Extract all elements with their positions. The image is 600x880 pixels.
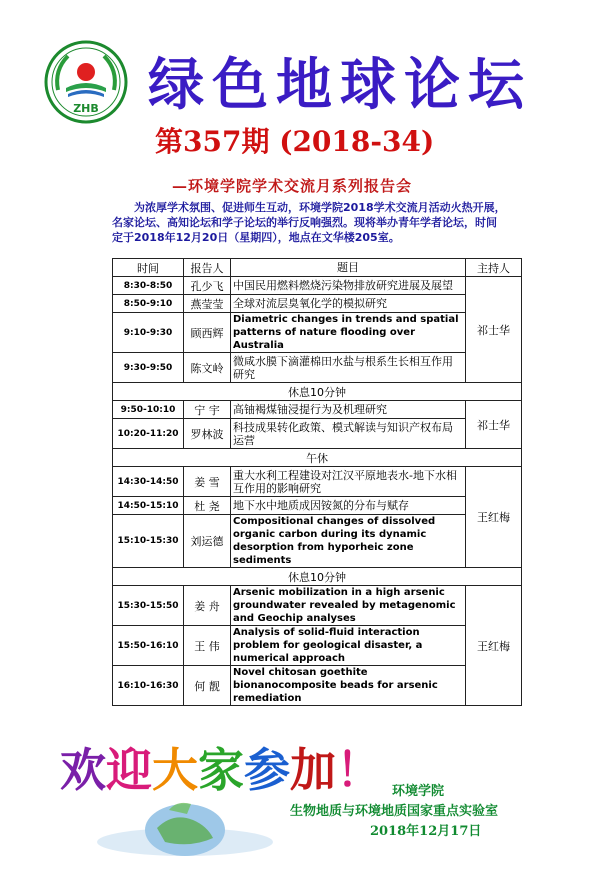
speaker-cell: 陈文岭 bbox=[184, 353, 231, 383]
time-cell: 15:30-15:50 bbox=[113, 586, 184, 626]
zhb-logo-icon bbox=[44, 40, 128, 124]
speaker-cell: 刘运德 bbox=[184, 515, 231, 568]
speaker-cell: 姜 雪 bbox=[184, 467, 231, 497]
speaker-cell: 杜 尧 bbox=[184, 497, 231, 515]
lunch-label: 午休 bbox=[113, 449, 522, 467]
table-row bbox=[113, 313, 522, 353]
break-row bbox=[113, 568, 522, 586]
time-cell: 15:50-16:10 bbox=[113, 626, 184, 666]
topic-cell: Diametric changes in trends and spatial patterns of nature flooding over Australia bbox=[231, 313, 466, 353]
time-cell: 10:20-11:20 bbox=[113, 419, 184, 449]
speaker-cell: 宁 宇 bbox=[184, 401, 231, 419]
header-host: 主持人 bbox=[466, 259, 522, 277]
time-cell: 9:10-9:30 bbox=[113, 313, 184, 353]
subtitle: —环境学院学术交流月系列报告会 bbox=[172, 177, 413, 195]
speaker-cell: 孔少飞 bbox=[184, 277, 231, 295]
topic-cell: 中国民用燃料燃烧污染物排放研究进展及展望 bbox=[231, 277, 466, 295]
host-cell: 王红梅 bbox=[466, 467, 522, 568]
table-row bbox=[113, 515, 522, 568]
topic-cell: 全球对流层臭氧化学的模拟研究 bbox=[231, 295, 466, 313]
table-row bbox=[113, 666, 522, 706]
table-row bbox=[113, 626, 522, 666]
time-cell: 14:30-14:50 bbox=[113, 467, 184, 497]
welcome-char: 迎 bbox=[106, 743, 152, 797]
topic-cell: Novel chitosan goethite bionanocomposite beads for arsenic remediation bbox=[231, 666, 466, 706]
welcome-char: 家 bbox=[198, 743, 244, 797]
host-cell: 祁士华 bbox=[466, 401, 522, 449]
topic-cell: Arsenic mobilization in a high arsenic groundwater revealed by metagenomic and Geochip analyses bbox=[231, 586, 466, 626]
welcome-char: 大 bbox=[152, 743, 198, 797]
break-label: 休息10分钟 bbox=[113, 383, 522, 401]
table-row bbox=[113, 353, 522, 383]
speaker-cell: 罗林波 bbox=[184, 419, 231, 449]
topic-cell: 高铀褐煤铀浸提行为及机理研究 bbox=[231, 401, 466, 419]
header-time: 时间 bbox=[113, 259, 184, 277]
notice-date: 2018年12月17日 bbox=[370, 824, 482, 839]
speaker-cell: 顾西辉 bbox=[184, 313, 231, 353]
topic-cell: Compositional changes of dissolved organic carbon during its dynamic desorption from hyporheic zone sediments bbox=[231, 515, 466, 568]
org-school: 环境学院 bbox=[392, 784, 445, 799]
welcome-char: 加 bbox=[290, 743, 336, 797]
time-cell: 8:30-8:50 bbox=[113, 277, 184, 295]
time-cell: 16:10-16:30 bbox=[113, 666, 184, 706]
topic-cell: 微咸水膜下滴灌棉田水盐与根系生长相互作用研究 bbox=[231, 353, 466, 383]
table-row bbox=[113, 295, 522, 313]
table-row bbox=[113, 497, 522, 515]
welcome-char: ！ bbox=[336, 743, 382, 797]
host-cell: 王红梅 bbox=[466, 586, 522, 706]
table-header-row bbox=[113, 259, 522, 277]
break-label: 休息10分钟 bbox=[113, 568, 522, 586]
header-topic: 题目 bbox=[231, 259, 466, 277]
issue-number: 第357期 (2018-34) bbox=[155, 125, 435, 158]
host-cell: 祁士华 bbox=[466, 277, 522, 383]
forum-title: 绿色地球论坛 bbox=[148, 52, 532, 118]
break-row bbox=[113, 383, 522, 401]
header-speaker: 报告人 bbox=[184, 259, 231, 277]
topic-cell: 科技成果转化政策、模式解读与知识产权布局运营 bbox=[231, 419, 466, 449]
schedule-table bbox=[112, 258, 522, 706]
welcome-char: 参 bbox=[244, 743, 290, 797]
topic-cell: Analysis of solid-fluid interaction problem for geological disaster, a numerical approach bbox=[231, 626, 466, 666]
lunch-row bbox=[113, 449, 522, 467]
logo-text: ZHB bbox=[73, 102, 99, 115]
speaker-cell: 姜 舟 bbox=[184, 586, 231, 626]
topic-cell: 重大水利工程建设对江汉平原地表水-地下水相互作用的影响研究 bbox=[231, 467, 466, 497]
time-cell: 8:50-9:10 bbox=[113, 295, 184, 313]
speaker-cell: 王 伟 bbox=[184, 626, 231, 666]
welcome-char: 欢 bbox=[60, 743, 106, 797]
time-cell: 14:50-15:10 bbox=[113, 497, 184, 515]
time-cell: 9:50-10:10 bbox=[113, 401, 184, 419]
topic-cell: 地下水中地质成因铵氮的分布与赋存 bbox=[231, 497, 466, 515]
table-row bbox=[113, 467, 522, 497]
org-lab: 生物地质与环境地质国家重点实验室 bbox=[290, 804, 499, 819]
table-row bbox=[113, 277, 522, 295]
table-row bbox=[113, 586, 522, 626]
table-row bbox=[113, 419, 522, 449]
speaker-cell: 何 靓 bbox=[184, 666, 231, 706]
time-cell: 15:10-15:30 bbox=[113, 515, 184, 568]
intro-paragraph bbox=[112, 200, 507, 260]
time-cell: 9:30-9:50 bbox=[113, 353, 184, 383]
globe-decoration-icon bbox=[95, 790, 275, 860]
table-row bbox=[113, 401, 522, 419]
speaker-cell: 燕莹莹 bbox=[184, 295, 231, 313]
intro-text: 为浓厚学术氛围、促进师生互动，环境学院2018学术交流月活动火热开展，名家论坛、高知论坛和学子论坛的举行反响强烈。现将举办青年学者论坛，时间定于2018年12月20日（星期四），地点在文华楼205室。 bbox=[112, 201, 506, 244]
